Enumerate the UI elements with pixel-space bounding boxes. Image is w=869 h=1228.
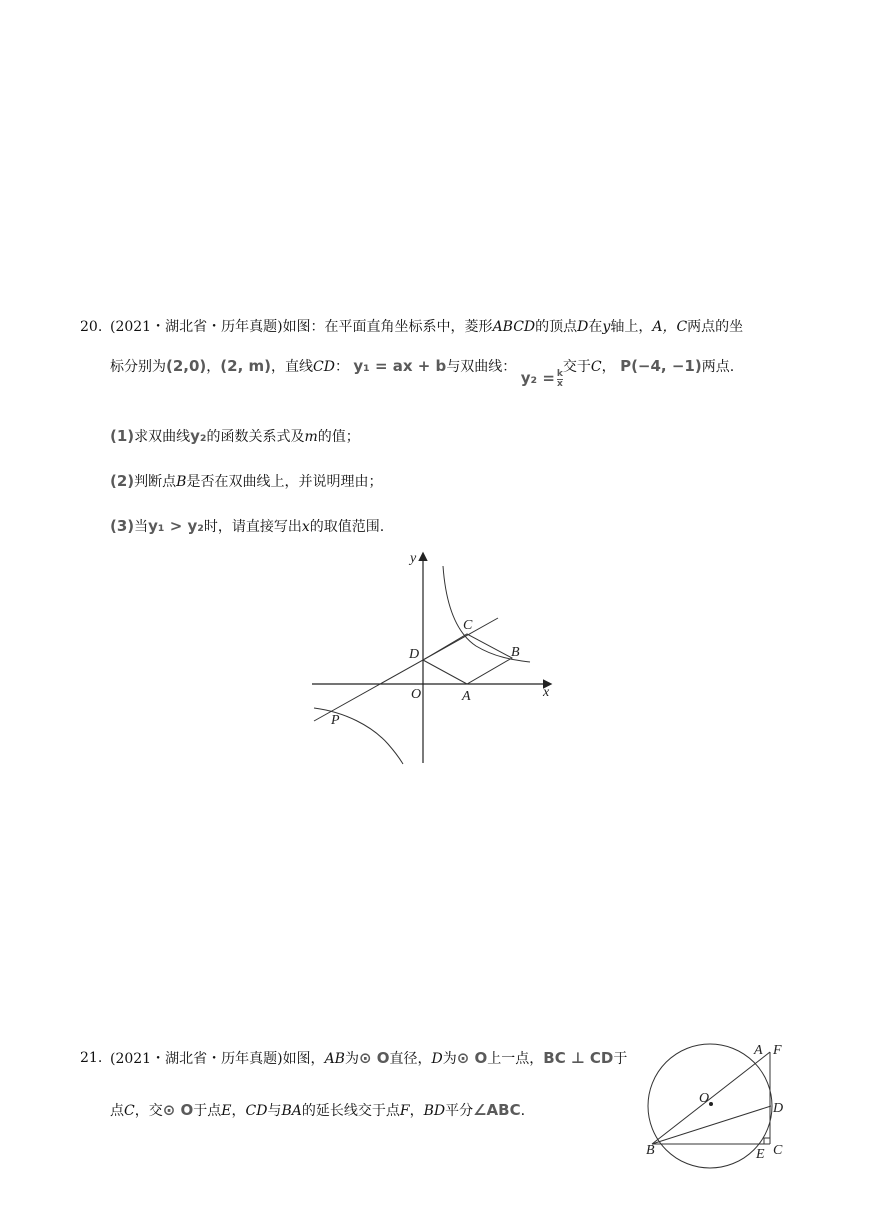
point-c: C (124, 1103, 135, 1119)
text: 平分 (445, 1103, 474, 1119)
text: 在 (588, 319, 603, 335)
text: 直径， (389, 1051, 432, 1067)
line-cd: CD (313, 359, 335, 375)
text: 是否在双曲线上，并说明理由； (186, 474, 383, 490)
text: 当 (134, 519, 149, 535)
label-d: D (773, 1101, 784, 1116)
circle-o: ⊙ O (456, 1049, 488, 1067)
text: 为 (442, 1051, 457, 1067)
point-c: C (590, 359, 602, 375)
question-20-source: (2021・湖北省・历年真题) (110, 319, 283, 335)
question-21-line-1 (110, 1048, 627, 1069)
text: 两点. (701, 359, 735, 375)
question-20-part-1 (110, 426, 360, 447)
text: 时，请直接写出 (203, 519, 302, 535)
text: 如图：在平面直角坐标系中，菱形 (282, 319, 493, 335)
perpendicular-statement: BC ⊥ CD (543, 1049, 614, 1067)
frac-denominator: x (557, 378, 563, 389)
label-c: C (463, 618, 473, 633)
label-e: E (756, 1147, 765, 1162)
text: 判断点 (134, 474, 177, 490)
text: 交于 (562, 359, 591, 375)
text: ， (206, 359, 221, 375)
question-21-source: (2021・湖北省・历年真题) (110, 1051, 283, 1067)
label-o: O (699, 1091, 710, 1106)
text: 两点的坐 (687, 319, 744, 335)
circle-o: ⊙ O (358, 1049, 390, 1067)
text: 的值； (317, 429, 360, 445)
line-cd (314, 618, 498, 721)
question-21-figure (640, 1040, 800, 1180)
label-d: D (409, 647, 420, 662)
segment-bd: BD (423, 1103, 446, 1119)
text: 的延长线交于点 (301, 1103, 400, 1119)
text: ， (409, 1103, 424, 1119)
rhombus-name: ABCD (492, 319, 536, 335)
part-2-label: (2) (110, 472, 135, 490)
center-dot (709, 1102, 713, 1106)
question-20-part-2 (110, 471, 382, 492)
segment-bf (652, 1052, 770, 1144)
text: 的取值范围. (309, 519, 385, 535)
inequality: y₁ > y₂ (148, 517, 204, 535)
label-b: B (646, 1143, 655, 1158)
point-b: B (176, 474, 187, 490)
text: 标分别为 (110, 359, 166, 375)
equation-y2-lhs: y₂ = (520, 369, 555, 387)
label-p: P (331, 713, 340, 728)
text: 如图， (282, 1051, 325, 1067)
segment-ba: BA (281, 1103, 302, 1119)
var-x: x (301, 519, 310, 535)
text: 的顶点 (535, 319, 578, 335)
label-a: A (462, 689, 471, 704)
question-21-number: 21. (80, 1050, 103, 1066)
right-angle-mark (764, 1138, 770, 1144)
point-p: P(−4, −1) (620, 357, 702, 375)
question-20-line-1 (110, 317, 743, 337)
equation-y1: y₁ = ax + b (353, 357, 447, 375)
text: 与双曲线： (446, 359, 517, 375)
points-a-c: A，C (652, 319, 688, 335)
text: 于 (613, 1051, 628, 1067)
segment-ab: AB (324, 1051, 345, 1067)
question-21-line-2 (110, 1100, 525, 1121)
point-d: D (431, 1051, 443, 1067)
segment-bd-line (652, 1106, 771, 1144)
text: . (520, 1103, 526, 1119)
var-y2: y₂ (190, 427, 207, 445)
label-c: C (773, 1143, 783, 1158)
part-3-label: (3) (110, 517, 135, 535)
text: ： (334, 359, 349, 375)
coord-a: (2,0) (166, 357, 207, 375)
question-20-figure (300, 548, 560, 768)
label-o: O (411, 687, 422, 702)
point-d: D (577, 319, 589, 335)
equation-y2 (521, 368, 563, 389)
coord-c: (2, m) (220, 357, 271, 375)
label-a: A (754, 1043, 763, 1058)
rhombus-abcd (423, 634, 512, 684)
text: 求双曲线 (134, 429, 191, 445)
var-m: m (304, 429, 318, 445)
label-y: y (410, 551, 417, 566)
circle-o: ⊙ O (162, 1101, 194, 1119)
label-b: B (511, 645, 520, 660)
text: 为 (344, 1051, 359, 1067)
text: ， (231, 1103, 246, 1119)
angle-abc: ∠ABC (473, 1101, 521, 1119)
text: ，直线 (271, 359, 313, 375)
point-e: E (221, 1103, 232, 1119)
point-f: F (399, 1103, 410, 1119)
text: 与 (267, 1103, 282, 1119)
hyperbola-lower-branch (314, 708, 403, 764)
label-f: F (773, 1043, 782, 1058)
text: 于点 (193, 1103, 222, 1119)
text: ，交 (134, 1103, 163, 1119)
var-y: y (602, 319, 611, 335)
text: 上一点， (487, 1051, 544, 1067)
circle-o-shape (648, 1044, 772, 1168)
text: 的函数关系式及 (206, 429, 305, 445)
frac-numerator: k (556, 368, 563, 379)
question-20-part-3 (110, 516, 384, 537)
question-20-number: 20. (80, 319, 103, 335)
question-20-line-2 (110, 356, 735, 389)
label-x: x (543, 685, 550, 700)
text: 轴上， (610, 319, 653, 335)
text: 点 (110, 1103, 124, 1119)
part-1-label: (1) (110, 427, 135, 445)
text: ， (601, 359, 616, 375)
segment-cd: CD (245, 1103, 268, 1119)
